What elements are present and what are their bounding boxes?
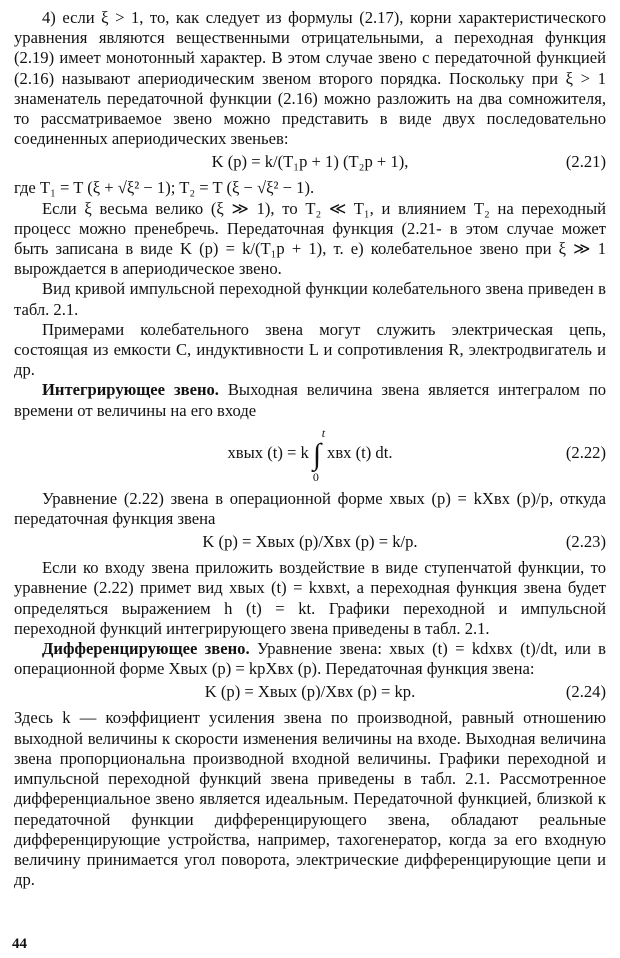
equation-2-23 (14, 532, 606, 554)
equation-2-22-lhs: xвых (t) = k (227, 442, 309, 462)
paragraph-integrating-text: Выходная величина звена является интегралом по времени от величины на его входе (14, 380, 606, 420)
equation-2-22-body (14, 425, 606, 484)
integral-upper-limit: t (321, 425, 326, 440)
equation-2-23-body: K (p) = Xвых (p)/Xвх (p) = k/p. (202, 532, 418, 552)
paragraph-5: Примерами колебательного звена могут служить электрическая цепь, состоящая из емкости C, индуктивности L и сопротивления R, электродвигатель и др. (14, 319, 606, 380)
paragraph-1: 4) если ξ > 1, то, как следует из формулы (2.17), корни характеристического уравнения являются вещественными отрицательными, а переходная функция (2.19) имеет монотонный характер. В этом случае звено с передаточной функцией (2.16) называют апериодическим звеном второго порядка. Поскольку при ξ > 1 знаменатель передаточной функции (2.16) можно разложить на два сомножителя, то рассматриваемое звено можно представить в виде двух последовательно соединенных апериодических звеньев: (14, 8, 606, 149)
page-body (14, 8, 606, 890)
equation-2-22 (14, 427, 606, 483)
paragraph-4: Вид кривой импульсной переходной функции колебательного звена приведен в табл. 2.1. (14, 279, 606, 319)
page-number: 44 (12, 936, 27, 952)
heading-differentiating-link: Дифференцирующее звено. (42, 639, 250, 659)
equation-2-21-body: K (p) = k/(T₁p + 1) (T₂p + 1), (211, 152, 409, 172)
equation-2-24-body: K (p) = Xвых (p)/Xвх (p) = kp. (204, 682, 416, 702)
equation-2-23-number: (2.23) (565, 532, 606, 552)
paragraph-10: Здесь k — коэффициент усиления звена по производной, равный отношению выходной величины к скорости изменения величины на входе. Выходная величина звена пропорциональна производной входной величины. Графики переходной и импульсной переходной функций звена приведены в табл. 2.1. Рассмотренное дифференциальное звено является идеальным. Передаточной функцией, близкой к передаточной функции дифференцирующего звена, обладают реальные дифференцирующие устройства, например, тахогенератор, когда за его входную величину принимается угол поворота, электрические дифференцирующие цепи и др. (14, 708, 606, 890)
paragraph-differentiating-text: Уравнение звена: xвых (t) = kdxвх (t)/dt, или в операционной форме Xвых (p) = kpXвх (p). Передаточная функция звена: (14, 639, 606, 679)
equation-2-21-number: (2.21) (565, 152, 606, 172)
paragraph-7: Уравнение (2.22) звена в операционной форме xвых (p) = kXвх (p)/p, откуда передаточная функция звена (14, 488, 606, 529)
integral-sign: ∫ t 0 (312, 425, 326, 484)
paragraph-8: Если ко входу звена приложить воздействие в виде ступенчатой функции, то уравнение (2.22) примет вид xвых (t) = kxвхt, а переходная функция звена будет определяться выражением h (t) = kt. Графики переходной и импульсной переходной функций интегрирующего звена приведены в табл. 2.1. (14, 558, 606, 638)
equation-2-24-number: (2.24) (565, 682, 606, 702)
paragraph-differentiating (14, 639, 606, 679)
paragraph-where: где T₁ = T (ξ + √ξ² − 1); T₂ = T (ξ − √ξ² − 1). (14, 178, 315, 198)
heading-integrating-link: Интегрирующее звено. (42, 380, 219, 400)
equation-2-21 (14, 152, 606, 174)
paragraph-3: Если ξ весьма велико (ξ ≫ 1), то T₂ ≪ T₁, и влиянием T₂ на переходный процесс можно пренебречь. Передаточная функция (2.21- в этом случае может быть записана в виде K (p) = k/(T₁p + 1), т. е) колебательное звено при ξ ≫ 1 вырождается в апериодическое звено. (14, 198, 606, 279)
equation-2-24 (14, 682, 606, 704)
equation-2-22-rhs: xвх (t) dt. (327, 442, 393, 462)
integral-lower-limit: 0 (312, 469, 319, 484)
paragraph-integrating (14, 380, 606, 420)
equation-2-22-number: (2.22) (565, 442, 606, 462)
